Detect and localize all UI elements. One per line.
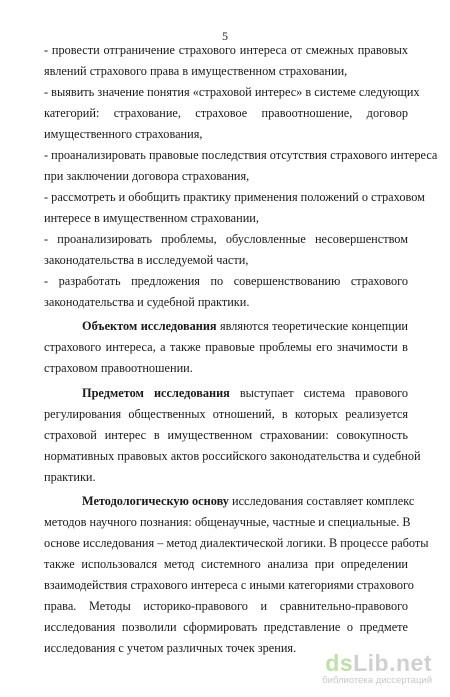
object-line-2: страхового интереса, а также правовые проблемы его значимости в (44, 340, 408, 354)
task-line-11: законодательства в исследуемой части, (44, 253, 249, 267)
task-line-9: интересе в имущественном страховании, (44, 211, 259, 225)
watermark (312, 651, 432, 687)
subject-line-1 (82, 385, 408, 401)
object-line-1 (82, 318, 408, 334)
subject-line-1-text: выступает система правового (239, 386, 408, 400)
object-line-1-text: являются теоретические концепции (220, 319, 408, 333)
method-term: Методологическую основу (82, 494, 229, 508)
method-line-5: взаимодействия страхового интереса с иными категориями страхового (44, 578, 414, 592)
method-line-1 (82, 493, 415, 509)
task-line-10: - проанализировать проблемы, обусловленные несовершенством (44, 232, 408, 246)
subject-line-2: регулирования общественных отношений, в которых реализуется (44, 407, 408, 421)
task-line-3: - выявить значение понятия «страховой интерес» в системе следующих (44, 85, 420, 99)
method-line-4: также использовался метод системного анализа при определении (44, 557, 408, 571)
object-line-3: страховом правоотношении. (44, 361, 193, 375)
object-term: Объектом исследования (82, 319, 217, 333)
watermark-logo: dsLib.net (325, 650, 432, 676)
subject-line-5: практики. (44, 470, 96, 484)
task-line-4: категорий: страхование, страховое правоотношение, договор (44, 106, 408, 120)
task-line-7: при заключении договора страхования, (44, 169, 250, 183)
subject-term: Предметом исследования (82, 386, 230, 400)
subject-line-3: страховой интерес в имущественном страховании: совокупность (44, 428, 408, 442)
method-line-1-text: исследования составляет комплекс (232, 494, 415, 508)
method-line-7: исследования позволили сформировать представление о предмете (44, 620, 408, 634)
method-line-6: права. Методы историко-правового и сравнительно-правового (44, 599, 408, 613)
task-line-13: законодательства и судебной практики. (44, 295, 250, 309)
method-line-8: исследования с учетом различных точек зрения. (44, 641, 297, 655)
task-line-12: - разработать предложения по совершенствованию страхового (44, 274, 408, 288)
page-number: 5 (222, 29, 228, 43)
subject-line-4: нормативных правовых актов российского законодательства и судебной (44, 449, 421, 463)
task-line-6: - проанализировать правовые последствия отсутствия страхового интереса (44, 148, 438, 162)
method-line-3: основе исследования – метод диалектической логики. В процессе работы (44, 536, 429, 550)
watermark-subtitle: библиотека диссертаций (322, 675, 432, 686)
task-line-8: - рассмотреть и обобщить практику применения положений о страховом (44, 190, 425, 204)
task-line-1: - провести отграничение страхового интереса от смежных правовых (44, 43, 408, 57)
method-line-2: методов научного познания: общенаучные, частные и специальные. В (44, 515, 411, 529)
task-line-2: явлений страхового права в имущественном страховании, (44, 64, 348, 78)
task-line-5: имущественного страхования, (44, 127, 203, 141)
